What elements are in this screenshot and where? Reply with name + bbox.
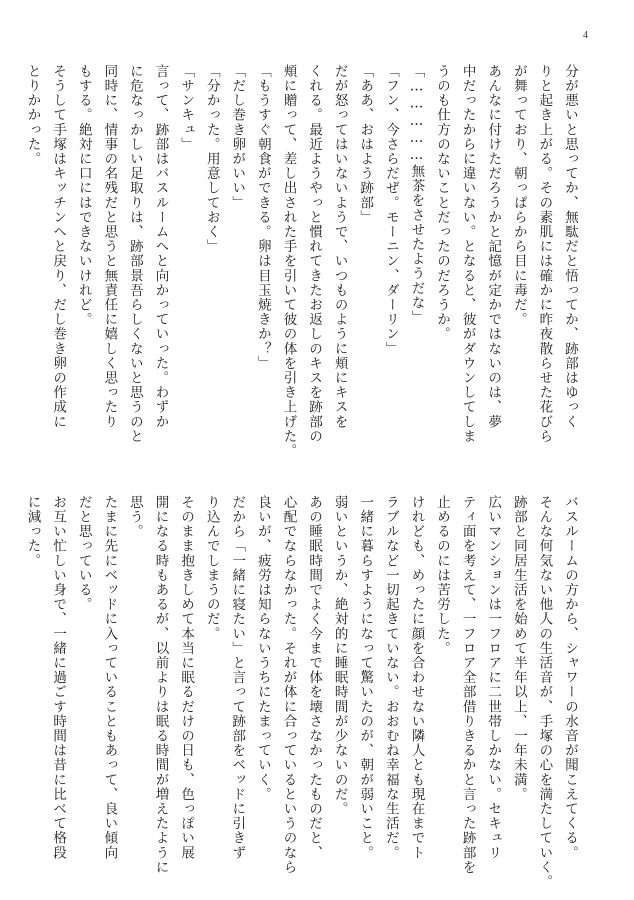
text-line: ティ面を考えて、一フロア全部借りきるかと言った跡部を bbox=[459, 495, 476, 875]
text-line: だから「一緒に寝たい」と言って跡部をベッドに引きず bbox=[229, 495, 246, 860]
text-line: うのも仕方のないことだったのだろうか。 bbox=[434, 64, 451, 342]
text-line: 思う。 bbox=[126, 495, 143, 539]
bottom-text-block bbox=[24, 495, 582, 890]
text-line: 分が悪いと思ってか、無駄だと悟ってか、跡部はゆっく bbox=[562, 64, 578, 429]
text-line: 同時に、情事の名残だと思うと無責任に嬉しく思ったり bbox=[101, 64, 118, 429]
text-line: 言って、跡部はバスルームへと向かっていった。わずか bbox=[152, 64, 169, 429]
text-line: とりかかった。 bbox=[24, 64, 41, 167]
text-line: 跡部と同居生活を始めて半年以上、一年未満。 bbox=[510, 495, 527, 802]
text-line: に危なっかしい足取りは、跡部景吾らしくないと思うのと bbox=[126, 64, 143, 444]
text-line: くれる。最近ようやっと慣れてきたお返しのキスを跡部の bbox=[306, 64, 323, 444]
text-line: に減った。 bbox=[24, 495, 41, 568]
text-line: そんな何気ない他人の生活音が、手塚の心を満たしていく。 bbox=[536, 495, 553, 890]
text-line: 広いマンションは一フロアに二世帯しかない。セキュリ bbox=[485, 495, 502, 860]
text-line: 心配でならなかった。それが体に合っているというのなら bbox=[280, 495, 297, 875]
text-line: ラブルなど一切起きていない。おおむね幸福な生活だ。 bbox=[382, 495, 399, 860]
text-line: もする。絶対に口にはできないけれど。 bbox=[75, 64, 92, 327]
text-line: たまに先にベッドに入っていることもあって、良い傾向 bbox=[101, 495, 118, 860]
text-line: 開になる時もあるが、以前よりは眠る時間が増えたように bbox=[152, 495, 169, 875]
text-line: 止めるのには苦労した。 bbox=[434, 495, 451, 656]
text-line: 「分かった。用意しておく」 bbox=[203, 64, 220, 254]
text-line: 「フン、今さらだぜ。モーニン、ダーリン」 bbox=[382, 64, 399, 356]
text-line: お互い忙しい身で、一緒に過ごす時間は昔に比べて格段 bbox=[50, 495, 67, 860]
text-line: り込んでしまうのだ。 bbox=[203, 495, 220, 641]
text-line: 頬に贈って、差し出された手を引いて彼の体を引き上げた。 bbox=[280, 64, 297, 459]
text-line: が舞っており、朝っぱらから目に毒だ。 bbox=[510, 64, 527, 327]
text-line: だと思っている。 bbox=[75, 495, 92, 612]
text-line: りと起き上がる。その素肌には確かに昨夜散らせた花びら bbox=[536, 64, 553, 444]
text-line: あの睡眠時間でよく今まで体を壊さなかったものだと、 bbox=[306, 495, 323, 860]
text-line: 一緒に暮らすようになって驚いたのが、朝が弱いこと。 bbox=[357, 495, 374, 860]
text-line: 「……………無茶をさせたようだな」 bbox=[408, 64, 425, 325]
text-line: 「だし巻き卵がいい」 bbox=[229, 64, 246, 210]
text-line: あんなに付けただろうかと記憶が定かではないのは、夢 bbox=[485, 64, 502, 429]
text-line: 中だったからに違いない。となると、彼がダウンしてしま bbox=[459, 64, 476, 444]
text-line: そのまま抱きしめて本当に眠るだけの日も、色っぽい展 bbox=[178, 495, 195, 860]
text-line: 「もうすぐ朝食ができる。卵は目玉焼きか？」 bbox=[254, 64, 271, 371]
text-line: けれども、めったに顔を合わせない隣人とも現在までト bbox=[408, 495, 425, 860]
text-line: 「サンキュ」 bbox=[178, 64, 195, 152]
text-line: だが怒ってはいないようで、いつものように頬にキスを bbox=[331, 64, 348, 429]
text-line: バスルームの方から、シャワーの水音が聞こえてくる。 bbox=[562, 495, 578, 860]
text-line: 「ああ、おはよう跡部」 bbox=[357, 64, 374, 225]
page-number: 4 bbox=[583, 30, 588, 41]
text-line: 良いが、疲労は知らないうちにたまっていく。 bbox=[254, 495, 271, 802]
text-line: そうして手塚はキッチンへと戻り、だし巻き卵の作成に bbox=[50, 64, 67, 429]
text-line: 弱いというか、絶対的に睡眠時間が少ないのだ。 bbox=[331, 495, 348, 817]
top-text-block bbox=[24, 64, 582, 459]
